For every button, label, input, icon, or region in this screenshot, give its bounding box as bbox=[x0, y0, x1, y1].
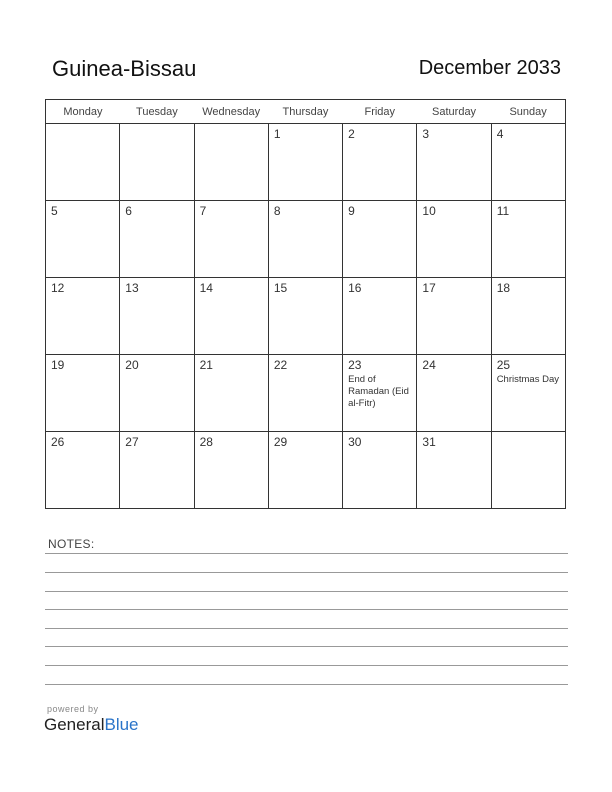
weekday-header: Wednesday bbox=[194, 100, 268, 124]
brand-logo bbox=[44, 704, 139, 735]
day-number: 20 bbox=[125, 358, 139, 372]
day-cell bbox=[417, 201, 491, 278]
day-number: 21 bbox=[199, 358, 213, 372]
day-cell bbox=[46, 355, 120, 432]
weekday-header: Sunday bbox=[491, 100, 565, 124]
day-number: 11 bbox=[496, 204, 510, 218]
day-cell bbox=[343, 201, 417, 278]
day-cell bbox=[417, 278, 491, 355]
day-number: 8 bbox=[273, 204, 281, 218]
day-cell bbox=[46, 278, 120, 355]
day-number: 29 bbox=[273, 435, 288, 449]
week-row bbox=[46, 201, 566, 278]
notes-line bbox=[45, 628, 568, 629]
day-cell bbox=[343, 432, 417, 509]
day-cell bbox=[194, 278, 268, 355]
day-cell bbox=[417, 355, 491, 432]
day-cell bbox=[194, 201, 268, 278]
day-cell bbox=[120, 432, 194, 509]
week-row bbox=[46, 355, 566, 432]
day-number: 10 bbox=[422, 204, 436, 218]
day-cell bbox=[491, 201, 565, 278]
notes-line bbox=[45, 553, 568, 554]
country-title: Guinea-Bissau bbox=[52, 56, 197, 81]
day-cell bbox=[46, 201, 120, 278]
day-cell bbox=[491, 124, 565, 201]
day-cell bbox=[268, 201, 342, 278]
day-number: 5 bbox=[51, 204, 58, 218]
day-cell bbox=[417, 124, 491, 201]
weekday-header: Monday bbox=[46, 100, 120, 124]
day-number: 24 bbox=[422, 358, 436, 372]
day-cell bbox=[343, 278, 417, 355]
day-number: 19 bbox=[51, 358, 65, 372]
day-cell bbox=[491, 278, 565, 355]
day-number: 3 bbox=[422, 127, 430, 141]
day-number: 17 bbox=[422, 281, 436, 295]
day-cell bbox=[120, 278, 194, 355]
day-cell bbox=[491, 432, 565, 509]
day-number: 23 bbox=[348, 358, 362, 372]
calendar-body bbox=[46, 124, 566, 509]
day-number: 14 bbox=[199, 281, 213, 295]
day-number: 25 bbox=[496, 358, 511, 372]
brand-blue: Blue bbox=[104, 715, 139, 734]
notes-line bbox=[45, 684, 568, 685]
day-cell bbox=[491, 355, 565, 432]
day-cell bbox=[343, 355, 417, 432]
month-title: December 2033 bbox=[418, 57, 561, 79]
day-number: 15 bbox=[273, 281, 288, 295]
day-cell bbox=[268, 124, 342, 201]
notes-label: NOTES: bbox=[48, 537, 95, 551]
day-number: 30 bbox=[348, 435, 362, 449]
notes-line bbox=[45, 591, 568, 592]
day-cell bbox=[268, 278, 342, 355]
powered-by-text: powered by bbox=[47, 704, 99, 714]
weekday-header: Saturday bbox=[417, 100, 491, 124]
day-number: 2 bbox=[348, 127, 355, 141]
day-cell bbox=[417, 432, 491, 509]
day-cell bbox=[120, 201, 194, 278]
brand-general: General bbox=[44, 715, 105, 734]
day-number: 1 bbox=[273, 127, 281, 141]
day-cell bbox=[46, 432, 120, 509]
weekday-header: Tuesday bbox=[120, 100, 194, 124]
day-cell bbox=[194, 432, 268, 509]
brand-name bbox=[44, 715, 139, 735]
weekday-header-row bbox=[46, 100, 566, 124]
holiday-label: End of Ramadan (Eid al-Fitr) bbox=[348, 374, 409, 409]
notes-line bbox=[45, 609, 568, 610]
day-cell bbox=[194, 124, 268, 201]
notes-line bbox=[45, 665, 568, 666]
day-number: 6 bbox=[125, 204, 132, 218]
week-row bbox=[46, 124, 566, 201]
week-row bbox=[46, 278, 566, 355]
day-cell bbox=[343, 124, 417, 201]
weekday-header: Thursday bbox=[268, 100, 342, 124]
day-number: 9 bbox=[348, 204, 355, 218]
notes-line bbox=[45, 646, 568, 647]
day-number: 18 bbox=[496, 281, 511, 295]
day-cell bbox=[120, 124, 194, 201]
day-number: 7 bbox=[199, 204, 207, 218]
day-cell bbox=[194, 355, 268, 432]
day-number: 13 bbox=[125, 281, 139, 295]
day-number: 27 bbox=[125, 435, 139, 449]
day-cell bbox=[46, 124, 120, 201]
calendar-grid bbox=[45, 99, 566, 509]
weekday-header: Friday bbox=[343, 100, 417, 124]
day-cell bbox=[120, 355, 194, 432]
day-number: 12 bbox=[51, 281, 65, 295]
holiday-label: Christmas Day bbox=[496, 374, 559, 385]
day-number: 31 bbox=[422, 435, 436, 449]
day-number: 16 bbox=[348, 281, 362, 295]
day-number: 4 bbox=[496, 127, 504, 141]
day-cell bbox=[268, 355, 342, 432]
day-number: 22 bbox=[273, 358, 288, 372]
day-number: 28 bbox=[199, 435, 213, 449]
day-cell bbox=[268, 432, 342, 509]
day-number: 26 bbox=[51, 435, 65, 449]
notes-line bbox=[45, 572, 568, 573]
week-row bbox=[46, 432, 566, 509]
